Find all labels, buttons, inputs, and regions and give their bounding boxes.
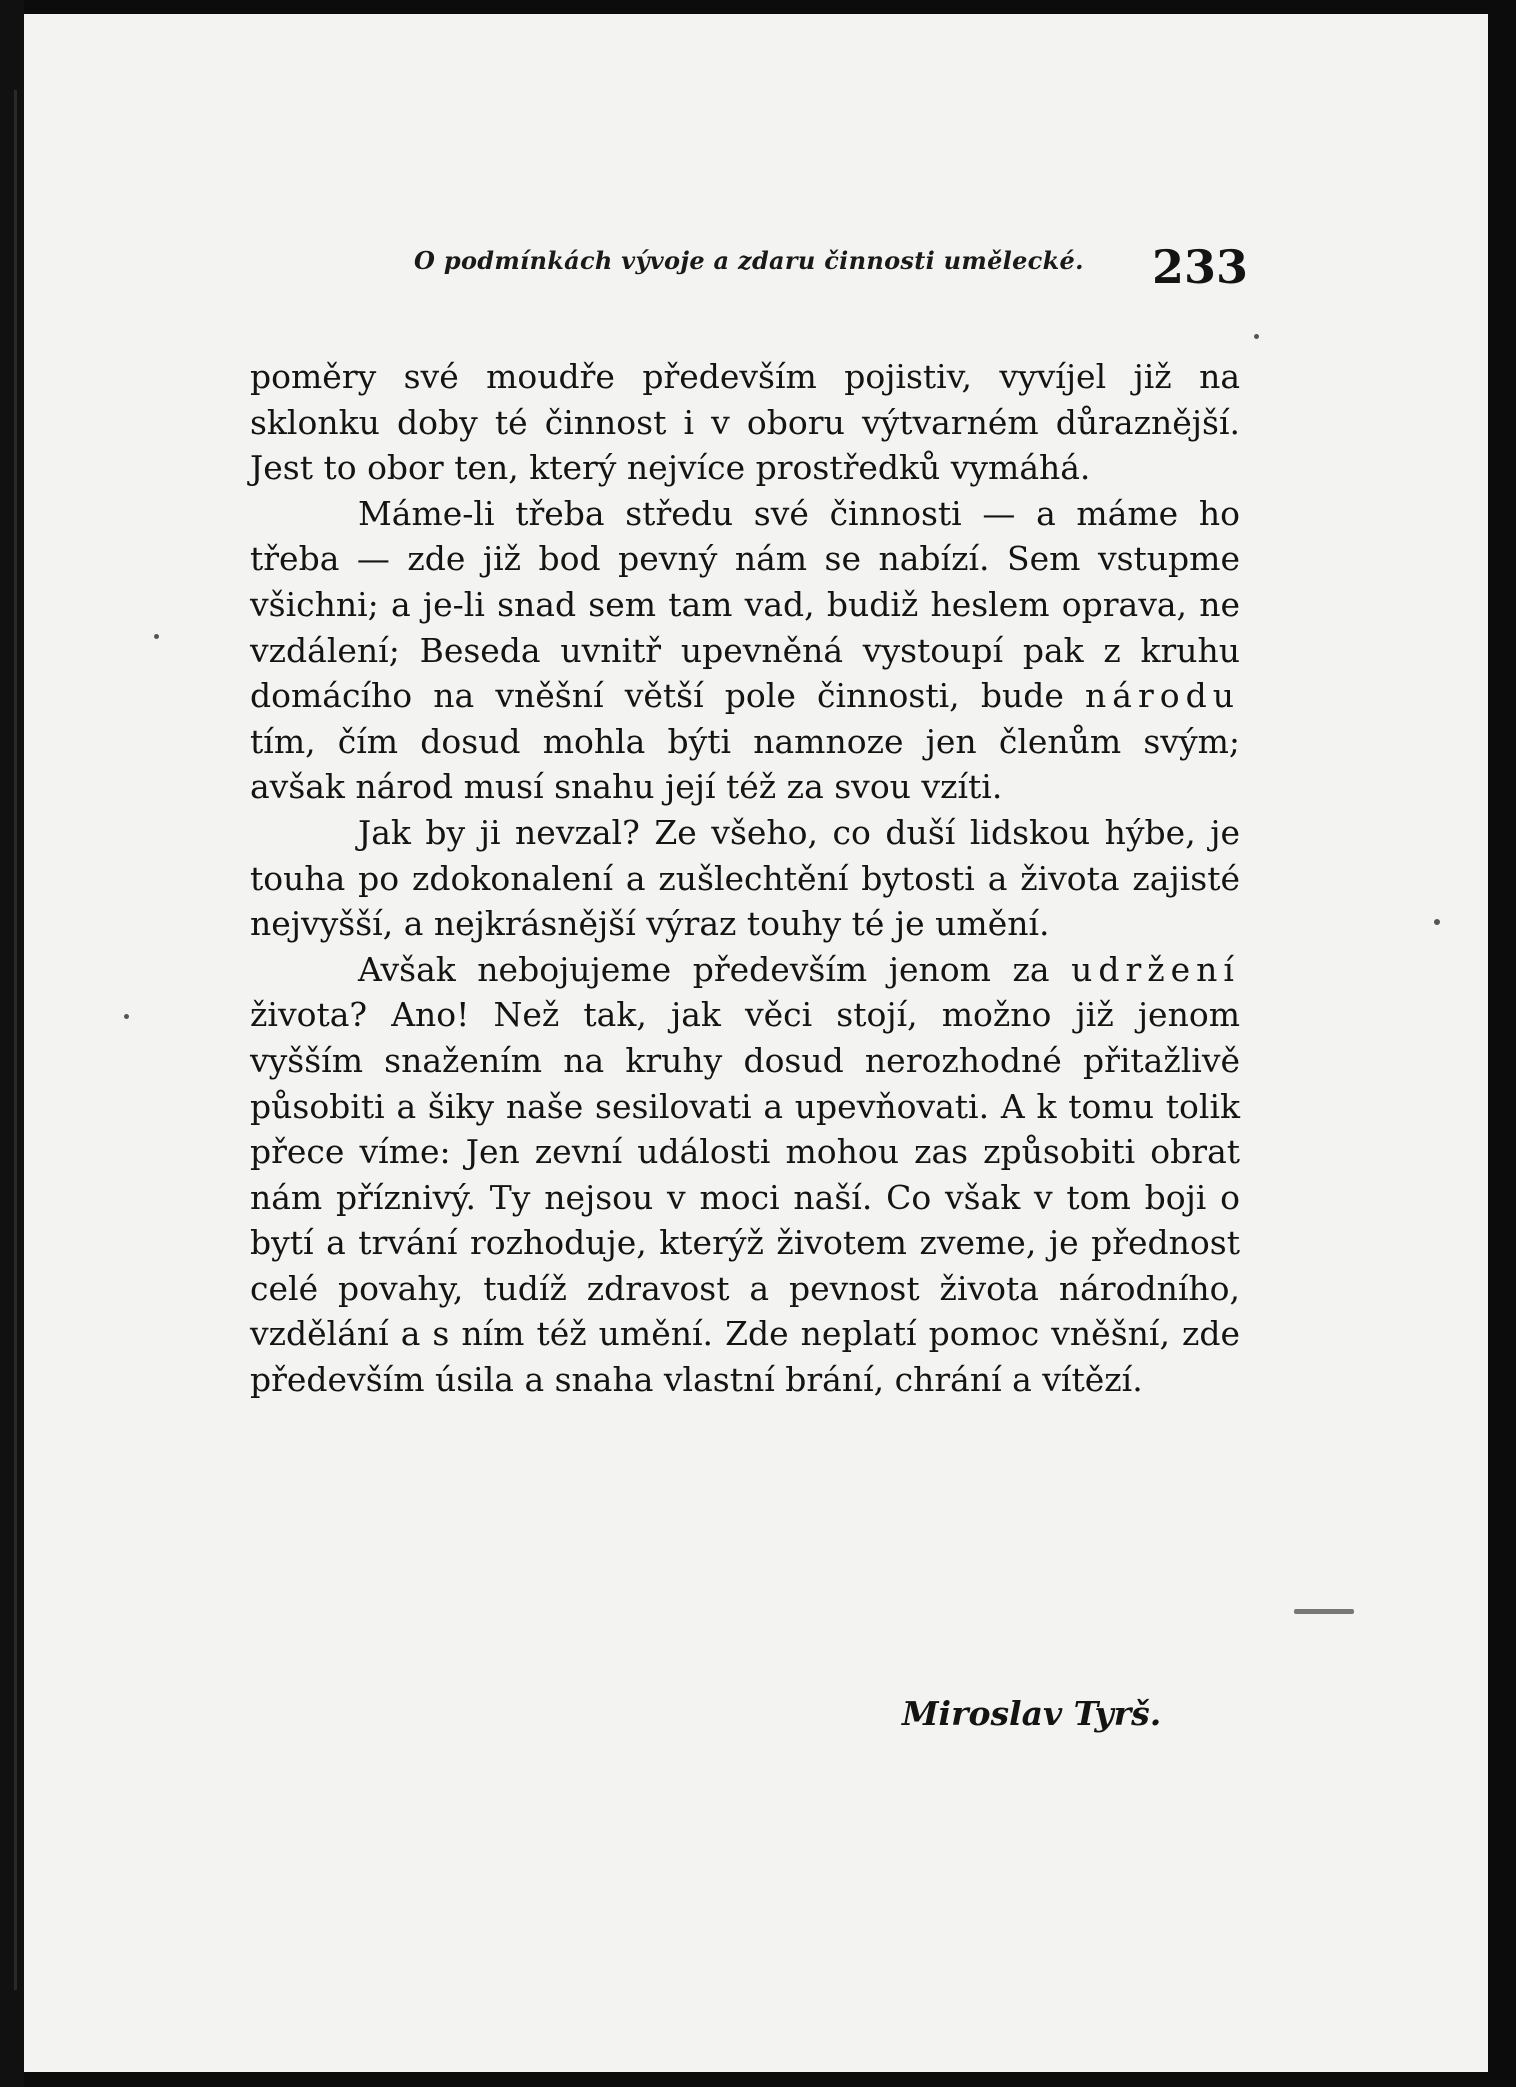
running-head: O podmínkách vývoje a zdaru činnosti umělecké. bbox=[414, 246, 1084, 275]
scan-speck bbox=[1294, 1609, 1354, 1614]
scan-speck bbox=[1254, 334, 1259, 339]
spaced-emphasis-udrzeni: udržení bbox=[1071, 949, 1240, 989]
paragraph-4-text-b: života? Ano! Než tak, jak věci stojí, možno již jenom vyšším snažením na kruhy dosud nerozhodné přitažlivě působiti a šiky naše sesilovati a upevňovati. A k tomu tolik přece víme: Jen zevní události mohou zas způsobiti obrat nám příznivý. Ty nejsou v moci naší. Co však v tom boji o bytí a trvání rozhoduje, kterýž životem zveme, je přednost celé povahy, tudíž zdravost a pevnost života národního, vzdělání a s ním též umění. Zde neplatí pomoc vněšní, zde především úsila a snaha vlastní brání, chrání a vítězí. bbox=[250, 995, 1240, 1400]
spaced-emphasis-narodu: národu bbox=[1085, 676, 1240, 716]
author-signature: Miroslav Tyrš. bbox=[902, 1694, 1162, 1733]
scan-speck bbox=[124, 1014, 129, 1019]
paragraph-2-text-a: Máme-li třeba středu své činnosti — a máme ho třeba — zde již bod pevný nám se nabízí. Sem vstupme všichni; a je-li snad sem tam vad, budiž heslem oprava, ne vzdálení; Beseda uvnitř upevněná vystoupí pak z kruhu domácího na vněšní větší pole činnosti, bude bbox=[250, 493, 1240, 716]
paragraph-2-text-b: tím, čím dosud mohla býti namnoze jen členům svým; avšak národ musí snahu její též za svou vzíti. bbox=[250, 721, 1240, 807]
book-spine-shadow bbox=[0, 0, 24, 2087]
paragraph-4 bbox=[250, 947, 1240, 1403]
spine-edge bbox=[14, 90, 17, 1990]
page-number: 233 bbox=[1152, 240, 1249, 294]
body-text bbox=[250, 354, 1240, 1403]
scan-speck bbox=[154, 634, 159, 639]
paragraph-3: Jak by ji nevzal? Ze všeho, co duší lidskou hýbe, je touha po zdokonalení a zušlechtění bytosti a života zajisté nejvyšší, a nejkrásnější výraz touhy té je umění. bbox=[250, 812, 1240, 944]
paragraph-2 bbox=[250, 491, 1240, 810]
paragraph-1: poměry své moudře především pojistiv, vyvíjel již na sklonku doby té činnost i v oboru výtvarném důraznější. Jest to obor ten, který nejvíce prostředků vymáhá. bbox=[250, 357, 1240, 488]
scan-speck bbox=[1434, 919, 1440, 925]
paragraph-4-text-a: Avšak nebojujeme především jenom za bbox=[358, 949, 1050, 989]
book-page bbox=[24, 14, 1488, 2072]
